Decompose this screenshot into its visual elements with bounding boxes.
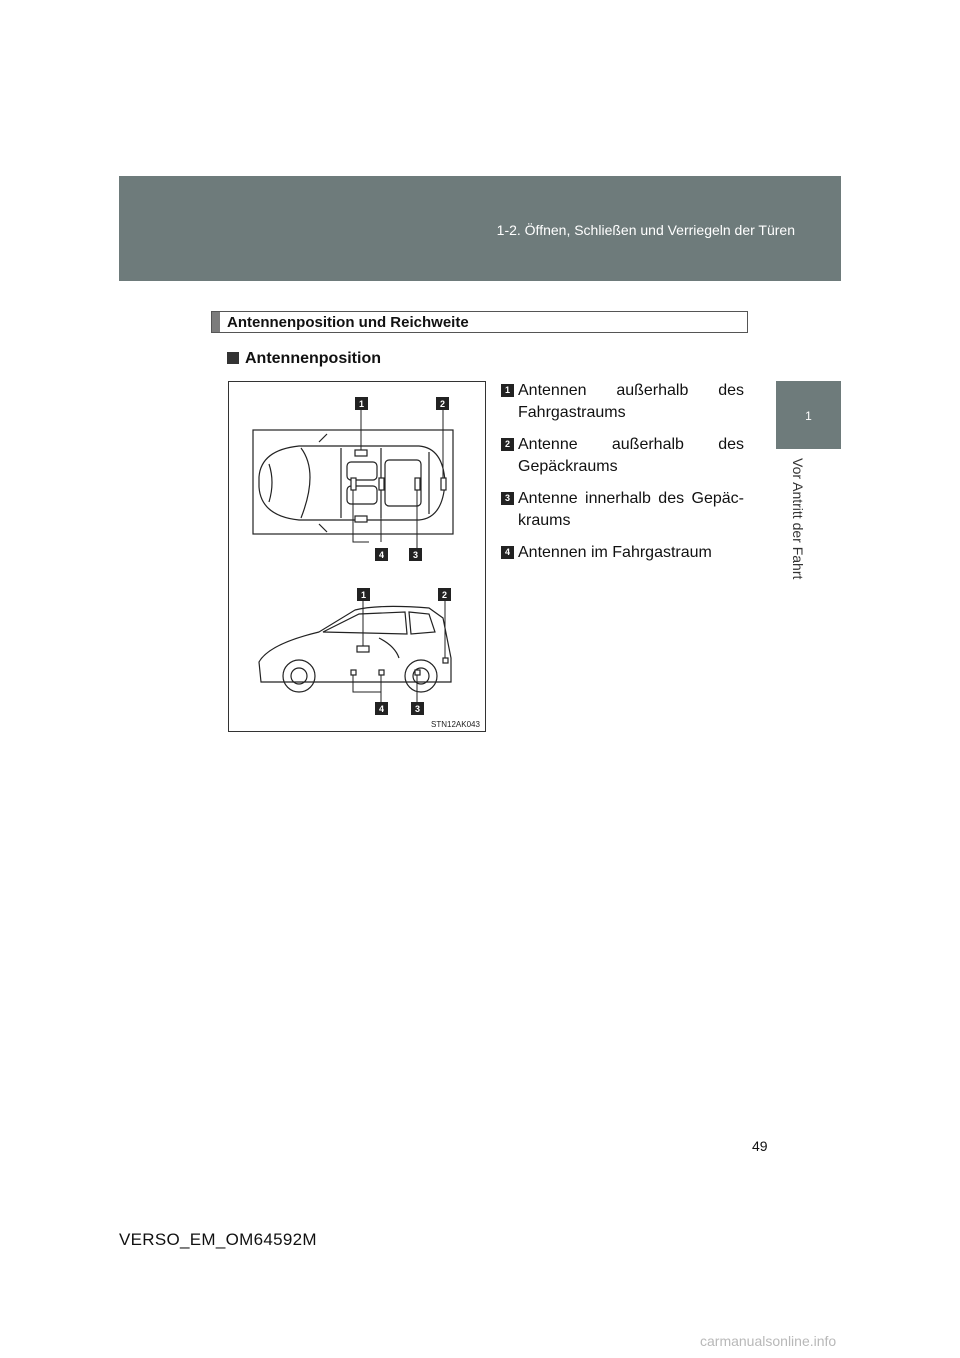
antenna-side-2 [443, 658, 448, 663]
chapter-tab[interactable] [776, 381, 841, 449]
callout-4-side-label: 4 [378, 704, 385, 714]
legend-badge: 4 [501, 546, 514, 559]
legend-line: Antennen außerhalb des [518, 382, 744, 399]
figure-code: STN12AK043 [431, 720, 480, 729]
rear-wheel [405, 660, 437, 692]
legend-line: Antenne innerhalb des Gepäc- [518, 490, 744, 507]
legend-badge: 3 [501, 492, 514, 505]
front-wheel [283, 660, 315, 692]
legend-line: kraums [518, 512, 571, 529]
antenna-2 [441, 478, 446, 490]
legend-badge: 1 [501, 384, 514, 397]
callout-3-top-label: 3 [412, 550, 419, 560]
document-code: VERSO_EM_OM64592M [119, 1230, 317, 1249]
windshield-line [301, 448, 310, 518]
callouts-top [355, 397, 449, 561]
section-accent [212, 312, 220, 332]
antenna-diagram [229, 382, 485, 731]
antenna-legend [501, 380, 744, 574]
chapter-title: 1-2. Öffnen, Schließen und Verriegeln der Türen [496, 222, 795, 238]
antenna-1b [355, 516, 367, 522]
callout-4-top-label: 4 [378, 550, 385, 560]
antenna-1a [355, 450, 367, 456]
section-heading-bar [211, 311, 748, 333]
antenna-side-4b [379, 670, 384, 675]
chapter-tab-number: 1 [805, 409, 812, 423]
antenna-side-1 [357, 646, 369, 652]
antenna-side-4a [351, 670, 356, 675]
antenna-3 [415, 478, 420, 490]
legend-line: Fahrgastraums [518, 404, 626, 421]
subheading-text: Antennenposition [245, 350, 381, 367]
antenna-4b [379, 478, 384, 490]
subheading [227, 350, 381, 368]
page-number: 49 [752, 1138, 768, 1154]
antenna-4a [351, 478, 356, 490]
antenna-side-3 [415, 670, 420, 675]
legend-line: Antenne außerhalb des [518, 436, 744, 453]
antennas-side [351, 646, 448, 675]
callout-3-side-label: 3 [414, 704, 421, 714]
legend-item [501, 488, 744, 532]
callout-2-side-label: 2 [441, 590, 448, 600]
side-windows [323, 612, 407, 634]
legend-item [501, 542, 744, 564]
chapter-side-label: Vor Antritt der Fahrt [790, 458, 806, 580]
legend-item [501, 434, 744, 478]
callout-1-side-label: 1 [360, 590, 367, 600]
watermark: carmanualsonline.info [700, 1333, 837, 1349]
header-band [119, 176, 841, 281]
legend-item [501, 380, 744, 424]
legend-badge: 2 [501, 438, 514, 451]
section-title: Antennenposition und Reichweite [227, 314, 469, 331]
car-side-view [259, 606, 451, 692]
legend-line: Gepäckraums [518, 458, 618, 475]
square-bullet-icon [227, 352, 239, 364]
callout-1-top-label: 1 [358, 399, 365, 409]
antenna-figure [228, 381, 486, 732]
seat-front-left [347, 462, 377, 480]
callout-2-top-label: 2 [439, 399, 446, 409]
legend-line: Antennen im Fahrgastraum [518, 544, 712, 561]
